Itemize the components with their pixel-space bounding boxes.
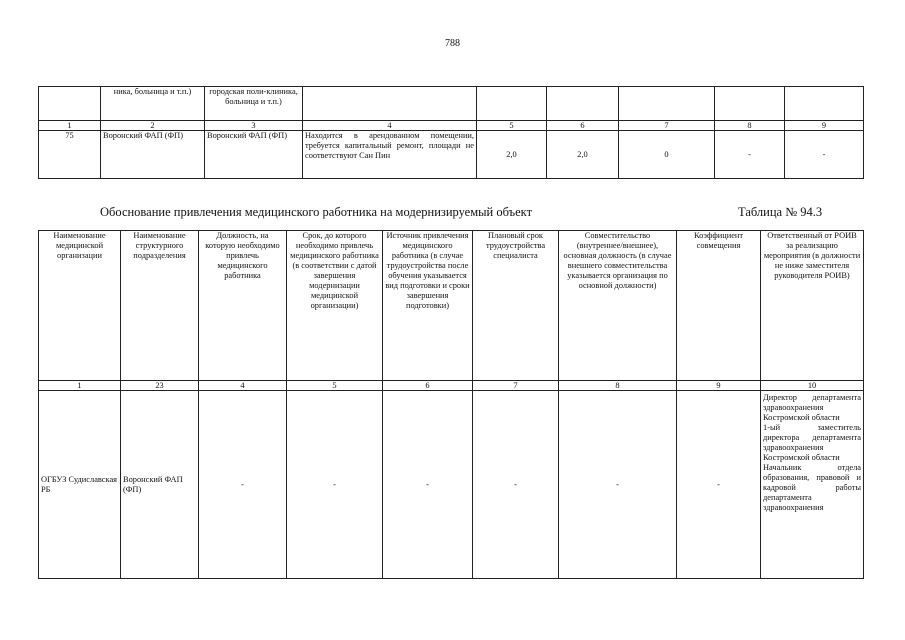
col-number: 1 xyxy=(39,381,121,391)
col-number: 7 xyxy=(473,381,559,391)
column-header: Совместительство (внутреннее/внешнее), основная должность (в случае внешнего совместительства указывается организация по основной должности) xyxy=(559,231,677,381)
cell-value: - xyxy=(199,391,287,579)
col-number: 7 xyxy=(619,121,715,131)
organization-name: ОГБУЗ Судиславская РБ xyxy=(39,391,121,579)
table-row xyxy=(39,391,864,579)
unit-name: Воронский ФАП (ФП) xyxy=(121,391,199,579)
col-number: 6 xyxy=(547,121,619,131)
col-number: 4 xyxy=(303,121,477,131)
col-number: 23 xyxy=(121,381,199,391)
table-row xyxy=(39,131,864,179)
cell-value: - xyxy=(785,131,864,179)
responsible-line: Начальник отдела образования, правовой и кадровой работы департамента здравоохранения xyxy=(763,463,861,512)
col-number: 8 xyxy=(559,381,677,391)
row-number: 75 xyxy=(39,131,101,179)
col-number: 5 xyxy=(477,121,547,131)
cell-value: - xyxy=(473,391,559,579)
header-row xyxy=(39,231,864,381)
table-title: Обоснование привлечения медицинского работника на модернизируемый объект xyxy=(100,205,533,219)
column-header: Наименование медицинской организации xyxy=(39,231,121,381)
page-number: 788 xyxy=(445,38,460,49)
column-numbers-row xyxy=(39,381,864,391)
cell-value: 0 xyxy=(619,131,715,179)
col-number: 6 xyxy=(383,381,473,391)
cell-value: 2,0 xyxy=(547,131,619,179)
column-header: Плановый срок трудоустройства специалиста xyxy=(473,231,559,381)
cell-value: - xyxy=(715,131,785,179)
col-number: 9 xyxy=(677,381,761,391)
column-header: Ответственный от РОИВ за реализацию мероприятия (в должности не ниже заместителя руководителя РОИВ) xyxy=(761,231,864,381)
col-number: 8 xyxy=(715,121,785,131)
header-cont-cell: ника, больница и т.п.) xyxy=(101,87,205,121)
column-numbers-row xyxy=(39,121,864,131)
column-header: Наименование структурного подразделения xyxy=(121,231,199,381)
col-number: 2 xyxy=(101,121,205,131)
continued-table xyxy=(38,86,864,179)
col-number: 9 xyxy=(785,121,864,131)
table-label: Таблица № 94.3 xyxy=(738,205,823,219)
header-cont-cell: городская поли-клиника, больница и т.п.) xyxy=(205,87,303,121)
column-header: Источник привлечения медицинского работника (в случае трудоустройства после обучения указывается вид подготовки и сроки завершения подготовки) xyxy=(383,231,473,381)
cell-value: - xyxy=(559,391,677,579)
facility-name: Воронский ФАП (ФП) xyxy=(205,131,303,179)
col-number: 4 xyxy=(199,381,287,391)
staffing-table xyxy=(38,230,864,579)
column-header: Срок, до которого необходимо привлечь медицинского работника (в соответствии с датой завершения модернизации медицинской организации) xyxy=(287,231,383,381)
responsible-line: Директор департамента здравоохранения Костромской области xyxy=(763,393,861,422)
col-number: 10 xyxy=(761,381,864,391)
column-header: Коэффициент совмещения xyxy=(677,231,761,381)
responsible-official xyxy=(761,391,864,579)
responsible-line: 1-ый заместитель директора департамента здравоохранения Костромской области xyxy=(763,423,861,462)
facility-name: Воронский ФАП (ФП) xyxy=(101,131,205,179)
cell-value: - xyxy=(383,391,473,579)
facility-note: Находится в арендованном помещении, требуется капитальный ремонт, площади не соответствуют Сан Пин xyxy=(303,131,477,179)
col-number: 3 xyxy=(205,121,303,131)
col-number: 5 xyxy=(287,381,383,391)
col-number: 1 xyxy=(39,121,101,131)
cell-value: - xyxy=(287,391,383,579)
cell-value: 2,0 xyxy=(477,131,547,179)
cell-value: - xyxy=(677,391,761,579)
column-header: Должность, на которую необходимо привлечь медицинского работника xyxy=(199,231,287,381)
